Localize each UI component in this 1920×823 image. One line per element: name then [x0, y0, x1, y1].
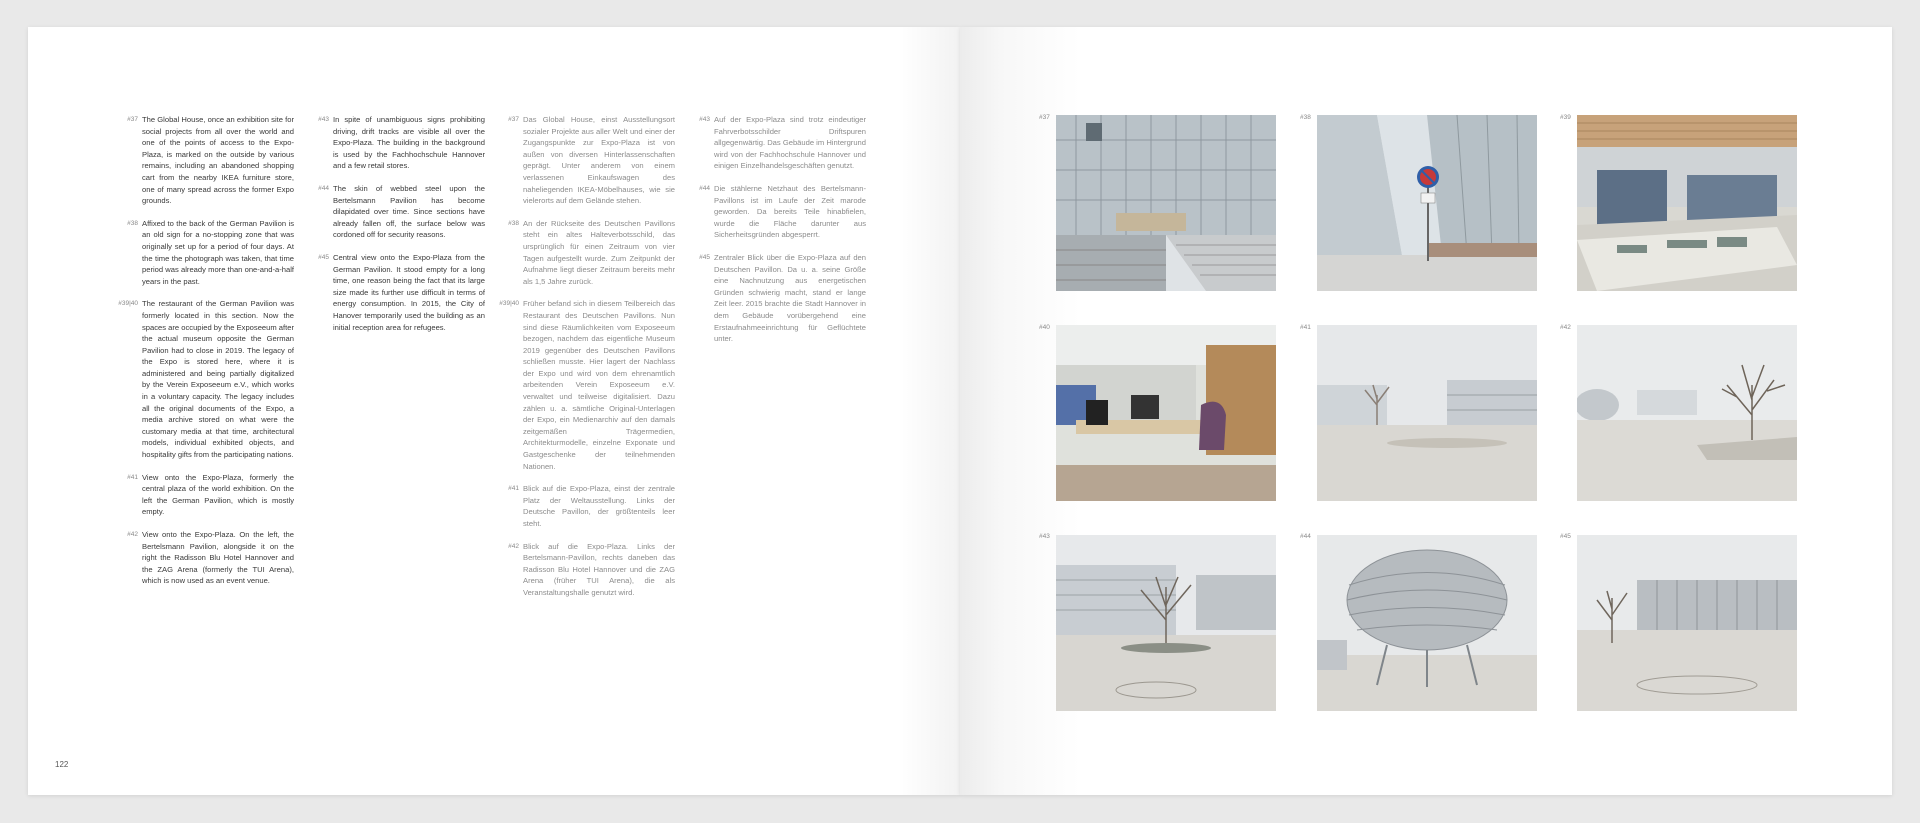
caption-entry [318, 114, 485, 172]
caption-entry [508, 114, 675, 207]
caption-number: #37 [127, 116, 138, 123]
caption-text: Blick auf die Expo-Plaza. Links der Bertelsmann-Pavillon, rechts daneben das Radisson Blu Hotel Hannover und die ZAG Arena (früher TUI Arena), die als Veranstaltungshalle genutzt wird. [523, 541, 675, 597]
caption-text: Central view onto the Expo-Plaza from the German Pavilion. It stood empty for a long time, one reason being the fact that its large size made its further use difficult in terms of energy consumption. In 2015, the City of Hanover temporarily used the building as an initial reception area for refugees. [333, 252, 485, 332]
caption-text: Früher befand sich in diesem Teilbereich das Restaurant des Deutschen Pavillons. Nun sind diese Räumlichkeiten vom Exposeeum bezogen, nachdem das eigentliche Museum 2019 gegenüber des Deutschen Pavillons schließen musste. Hier lagert der Nachlass der Expo und wird von dem ehrenamtlich arbeitenden Verein Exposeeum e.V. verwaltet und teilweise digitalisiert. Dazu zählen u. a. sämtliche Original-Unterlagen der Expo, ein Medienarchiv auf den damals zeitgemäßen Trägermedien, Architekturmodelle, einzelne Exponate und Gastgeschenke der teilnehmenden Nationen. [523, 299, 675, 471]
photo-label: #43 [1039, 533, 1050, 540]
caption-number: #39|40 [499, 300, 519, 308]
caption-text: Affixed to the back of the German Pavilion is an old sign for a no-stopping zone that was originally set up for a period of four days. At the time the photograph was taken, that time period was already more than one-and-a-half years in the past. [142, 218, 294, 286]
caption-text: An der Rückseite des Deutschen Pavillons steht ein altes Halteverbotsschild, das ursprünglich für einen Zeitraum von vier Tagen aufgestellt wurde. Zum Zeitpunkt der Aufnahme liegt dieser Zeitraum bereits mehr als 1,5 Jahre zurück. [523, 218, 675, 286]
caption-number: #43 [699, 116, 710, 123]
caption-text: The Global House, once an exhibition site for social projects from all over the world and one of the points of access to the Expo-Plaza, is marked on the outside by various remains, including an abandoned shopping cart from the nearby IKEA furniture store, one of many spread across the former Expo grounds. [142, 115, 294, 206]
caption-column-german-1 [499, 114, 675, 610]
caption-entry [318, 252, 485, 333]
photo-label: #38 [1300, 114, 1311, 121]
caption-entry [118, 298, 294, 460]
caption-entry [499, 298, 675, 472]
caption-entry [127, 218, 294, 288]
caption-number: #42 [508, 542, 519, 550]
caption-column-german-2 [699, 114, 866, 356]
caption-text: The skin of webbed steel upon the Bertelsmann Pavilion has become dilapidated over time. Since sections have already fallen off, the surface below was cordoned off for security reasons. [333, 183, 485, 240]
page-number: 122 [55, 760, 69, 769]
photo-tree-building [1056, 535, 1276, 711]
photo-misty-plaza [1317, 325, 1537, 501]
photo-sign-facade [1317, 115, 1537, 291]
caption-entry [508, 483, 675, 529]
caption-column-english-1 [118, 114, 294, 598]
caption-number: #41 [508, 485, 519, 493]
caption-text: Die stählerne Netzhaut des Bertelsmann-Pavillons ist im Laufe der Zeit marode geworden. Da bereits Teile hinabfielen, wurde die Fläche darunter aus Sicherheitsgründen abgesperrt. [714, 183, 866, 240]
photo-dome-pavilion [1317, 535, 1537, 711]
caption-number: #41 [127, 473, 138, 481]
caption-entry [127, 114, 294, 207]
photo-label: #40 [1039, 324, 1050, 331]
caption-text: Das Global House, einst Ausstellungsort sozialer Projekte aus aller Welt und einer der Zugangspunkte zur Expo-Plaza ist von außen von diversen Hinterlassenschaften geprägt. Unter anderem von einem verlassenen Einkaufswagen des naheliegenden IKEA-Möbelhauses, wie sie vielerorts auf dem Gelände stehen. [523, 115, 675, 206]
photo-label: #39 [1560, 114, 1571, 121]
caption-entry [127, 529, 294, 587]
caption-entry [699, 183, 866, 241]
caption-entry [318, 183, 485, 241]
caption-entry [699, 252, 866, 345]
caption-column-english-2 [318, 114, 485, 344]
photo-office-desk [1056, 325, 1276, 501]
caption-text: In spite of unambiguous signs prohibiting driving, drift tracks are visible all over the Expo-Plaza. The building in the background is used by the Fachhochschule Hannover and a few retail stores. [333, 115, 485, 171]
caption-number: #38 [127, 219, 138, 227]
caption-number: #44 [318, 184, 329, 192]
caption-number: #45 [318, 253, 329, 261]
photo-label: #42 [1560, 324, 1571, 331]
caption-text: Blick auf die Expo-Plaza, einst der zentrale Platz der Weltausstellung. Links der Deutsche Pavillon, der größtenteils leer steht. [523, 484, 675, 528]
photo-label: #41 [1300, 324, 1311, 331]
caption-text: Auf der Expo-Plaza sind trotz eindeutiger Fahrverbotsschilder Driftspuren allgegenwärtig. Das Gebäude im Hintergrund wird von der Fachhochschule Hannover und einigen Einzelhandelsgeschäften genutzt. [714, 115, 866, 171]
caption-entry [699, 114, 866, 172]
caption-number: #38 [508, 219, 519, 227]
caption-entry [508, 541, 675, 599]
gutter-shadow [900, 27, 960, 795]
photo-archive-room [1577, 115, 1797, 291]
photo-label: #37 [1039, 114, 1050, 121]
caption-text: The restaurant of the German Pavilion was formerly located in this section. Now the spaces are occupied by the Exposeeum after the actual museum opposite the German Pavilion had to close in 2019. The legacy of the Expo is stored here, where it is administered and being partially digitalized by the Verein Exposeeum e.V., which works in a voluntary capacity. The legacy includes all the original documents of the Expo, a media archive stored on what were the customary media at that time, architectural models, individual exhibited objects, and hospitality gifts from the participating nations. [142, 299, 294, 460]
photo-glass-building [1056, 115, 1276, 291]
caption-number: #37 [508, 116, 519, 123]
caption-number: #44 [699, 184, 710, 192]
caption-number: #42 [127, 531, 138, 538]
caption-text: Zentraler Blick über die Expo-Plaza auf den Deutschen Pavillon. Da u. a. seine Größe eine Nachnutzung aus energetischen Gründen schwierig macht, stand er lange Zeit leer. 2015 brachte die Stadt Hannover in dem Gebäude vorübergehend eine Erstaufnahmeeinrichtung für Geflüchtete unter. [714, 252, 866, 344]
photo-label: #44 [1300, 533, 1311, 540]
caption-entry [127, 472, 294, 518]
caption-number: #45 [699, 253, 710, 261]
photo-plaza-tree [1577, 325, 1797, 501]
caption-number: #43 [318, 116, 329, 123]
caption-entry [508, 218, 675, 288]
photo-label: #45 [1560, 533, 1571, 540]
caption-text: View onto the Expo-Plaza, formerly the central plaza of the world exhibition. On the left the German Pavilion, which is mostly empty. [142, 472, 294, 517]
photo-empty-plaza [1577, 535, 1797, 711]
caption-text: View onto the Expo-Plaza. On the left, the Bertelsmann Pavilion, alongside it on the right the Radisson Blu Hotel Hannover and the ZAG Arena (formerly the TUI Arena), which is now used as an event venue. [142, 530, 294, 586]
caption-number: #39|40 [118, 300, 138, 308]
